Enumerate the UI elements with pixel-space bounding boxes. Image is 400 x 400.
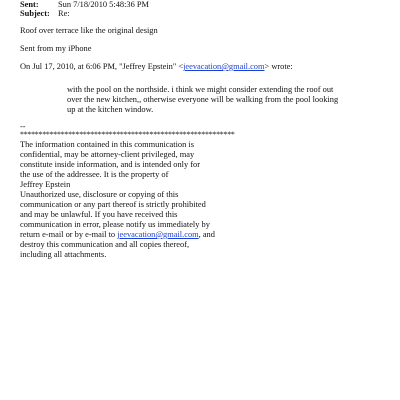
quote-intro-prefix: On Jul 17, 2010, at 6:06 PM, "Jeffrey Epstein" < <box>20 62 184 71</box>
return-suffix: , and <box>198 230 215 239</box>
subject-value: Re: <box>58 9 70 18</box>
subject-label: Subject: <box>20 9 50 18</box>
disclaimer-return-line <box>20 230 215 240</box>
disclaimer-line-7: communication or any part thereof is strictly prohibited <box>20 200 206 209</box>
disclaimer-line-5: Jeffrey Epstein <box>20 180 71 189</box>
disclaimer-line-8: and may be unlawful. If you have received this <box>20 210 178 219</box>
return-email-link[interactable]: jeevacation@gmail.com <box>117 230 199 239</box>
signature-line: Sent from my iPhone <box>20 44 92 53</box>
disclaimer-line-6: Unauthorized use, disclosure or copying of this <box>20 190 179 199</box>
quote-intro-suffix: > wrote: <box>264 62 293 71</box>
disclaimer-line-11: including all attachments. <box>20 250 107 259</box>
quoted-line-2: over the new kitchen,, otherwise everyone will be walking from the pool looking <box>67 95 339 104</box>
disclaimer-line-1: The information contained in this communication is <box>20 140 194 149</box>
return-prefix: return e-mail or by e-mail to <box>20 230 118 239</box>
disclaimer-line-10: destroy this communication and all copies thereof, <box>20 240 190 249</box>
quoted-line-3: up at the kitchen window. <box>67 105 154 114</box>
quote-intro <box>20 62 293 72</box>
sent-label: Sent: <box>20 0 39 9</box>
sent-value: Sun 7/18/2010 5:48:36 PM <box>58 0 149 9</box>
disclaimer-line-2: confidential, may be attorney-client privileged, may <box>20 150 195 159</box>
disclaimer-line-3: constitute inside information, and is intended only for <box>20 160 201 169</box>
disclaimer-line-4: the use of the addressee. It is the property of <box>20 170 169 179</box>
subject-row <box>20 9 70 19</box>
footer-stars: ********************************************************** <box>20 130 235 139</box>
message-line: Roof over terrace like the original design <box>20 26 158 35</box>
footer-dashes: -- <box>20 122 26 131</box>
quoted-line-1: with the pool on the northside. i think we might consider extending the roof out <box>67 85 334 94</box>
disclaimer-line-9: communication in error, please notify us immediately by <box>20 220 210 229</box>
quote-intro-email-link[interactable]: jeevacation@gmail.com <box>183 62 265 71</box>
